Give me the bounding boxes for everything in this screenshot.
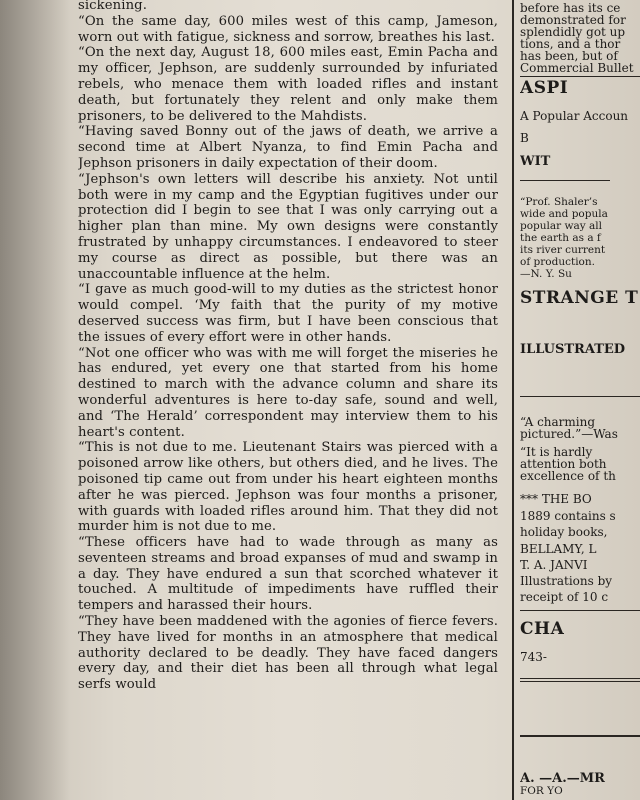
ad-text-line: splendidly got up: [520, 25, 626, 39]
ad-text-line: STRANGE T: [520, 288, 639, 308]
ad-text-line: “A charming: [520, 415, 596, 429]
ad-text-line: —N. Y. Su: [520, 268, 572, 280]
ad-text-line: 1889 contains s: [520, 509, 616, 523]
ad-divider: [520, 396, 640, 397]
article-paragraph: sickening.: [78, 0, 148, 13]
ad-text-line: holiday books,: [520, 525, 608, 539]
ad-text-line: ASPI: [520, 78, 569, 98]
ad-text-line: CHA: [520, 619, 565, 639]
ad-text-line: T. A. JANVI: [520, 558, 588, 572]
ad-text-line: A. —A.—MR: [520, 771, 605, 786]
article-paragraph: “On the next day, August 18, 600 miles east, Emin Pacha and my officer, Jephson, are suddenly surrounded by infuriated rebels, who menace them with loaded rifles and instant death, but fortunately they relent and only make them prisoners, to be delivered to the Mahdists.: [78, 45, 498, 124]
ad-text-line: of production.: [520, 256, 595, 268]
article-paragraph: “This is not due to me. Lieutenant Stairs was pierced with a poisoned arrow like others, but others died, and he lives. The poisoned tip came out from under his heart eighteen months after he was pierced. Jephson was four months a prisoner, with guards with loaded rifles around him. That they did not murder him is not due to me.: [78, 440, 498, 535]
column-rule: [512, 0, 514, 800]
ad-text-line: the earth as a f: [520, 232, 601, 244]
ad-text-line: wide and popula: [520, 208, 608, 220]
ad-divider: [520, 610, 640, 611]
ad-text-line: “Prof. Shaler’s: [520, 196, 598, 208]
ad-text-line: demonstrated for: [520, 13, 626, 27]
ad-text-line: A Popular Accoun: [520, 109, 629, 123]
article-paragraph: “Not one officer who was with me will forget the miseries he has endured, yet every one that started from his home destined to march with the advance column and share its wonderful adventures is here to-day safe, sound and well, and ‘The Herald’ correspondent may interview them to his heart's content.: [78, 345, 498, 440]
page-shadow: [0, 0, 70, 800]
ad-text-line: tions, and a thor: [520, 37, 621, 51]
ad-text-line: its river current: [520, 244, 606, 256]
ad-text-line: pictured.”—Was: [520, 427, 618, 441]
ad-text-line: Commercial Bullet: [520, 61, 634, 75]
ad-text-line: receipt of 10 c: [520, 590, 609, 604]
ad-text-line: popular way all: [520, 220, 602, 232]
ad-divider: [520, 76, 640, 77]
article-paragraph: “They have been maddened with the agonies of fierce fevers. They have lived for months in an atmosphere that medical authority declared to be deadly. They have faced dangers every day, and their diet has been all through what legal serfs would: [78, 614, 498, 693]
article-column: [78, 0, 498, 800]
ad-divider: [520, 681, 640, 682]
ad-text-line: BELLAMY, L: [520, 542, 597, 556]
article-paragraph: “Having saved Bonny out of the jaws of death, we arrive a second time at Albert Nyanza, to find Emin Pacha and Jephson prisoners in daily expectation of their doom.: [78, 124, 498, 171]
ad-divider: [520, 180, 610, 181]
ad-text-line: WIT: [520, 154, 551, 169]
article-paragraph: “I gave as much good-will to my duties as the strictest honor would compel. ‘My faith that the purity of my motive deserved success was firm, but I have been conscious that the issues of every effort were in other hands.: [78, 282, 498, 345]
article-paragraph: “These officers have had to wade through as many as seventeen streams and broad expanses of mud and swamp in a day. They have endured a sun that scorched whatever it touched. A multitude of impediments have ruffled their tempers and harassed their hours.: [78, 535, 498, 614]
advertisement-column: [520, 0, 640, 800]
ad-text-line: B: [520, 131, 529, 145]
ad-text-line: Illustrations by: [520, 574, 613, 588]
ad-text-line: attention both: [520, 457, 607, 471]
ad-text-line: excellence of th: [520, 469, 616, 483]
ad-text-line: *** THE BO: [520, 492, 592, 506]
ad-text-line: has been, but of: [520, 49, 618, 63]
article-paragraph: “Jephson's own letters will describe his anxiety. Not until both were in my camp and the Egyptian fugitives under our protection did I begin to see that I was only carrying out a higher plan than mine. My own designs were constantly frustrated by unhappy circumstances. I endeavored to steer my course as direct as possible, but there was an unaccountable influence at the helm.: [78, 171, 498, 282]
ad-text-line: “It is hardly: [520, 445, 593, 459]
ad-divider: [520, 735, 640, 737]
article-paragraph: “On the same day, 600 miles west of this camp, Jameson, worn out with fatigue, sickness and sorrow, breathes his last.: [78, 13, 498, 45]
ad-text-line: FOR YO: [520, 785, 563, 797]
ad-text-line: 743-: [520, 650, 547, 664]
ad-text-line: before has its ce: [520, 1, 621, 15]
ad-divider: [520, 678, 640, 679]
ad-text-line: ILLUSTRATED: [520, 342, 626, 357]
